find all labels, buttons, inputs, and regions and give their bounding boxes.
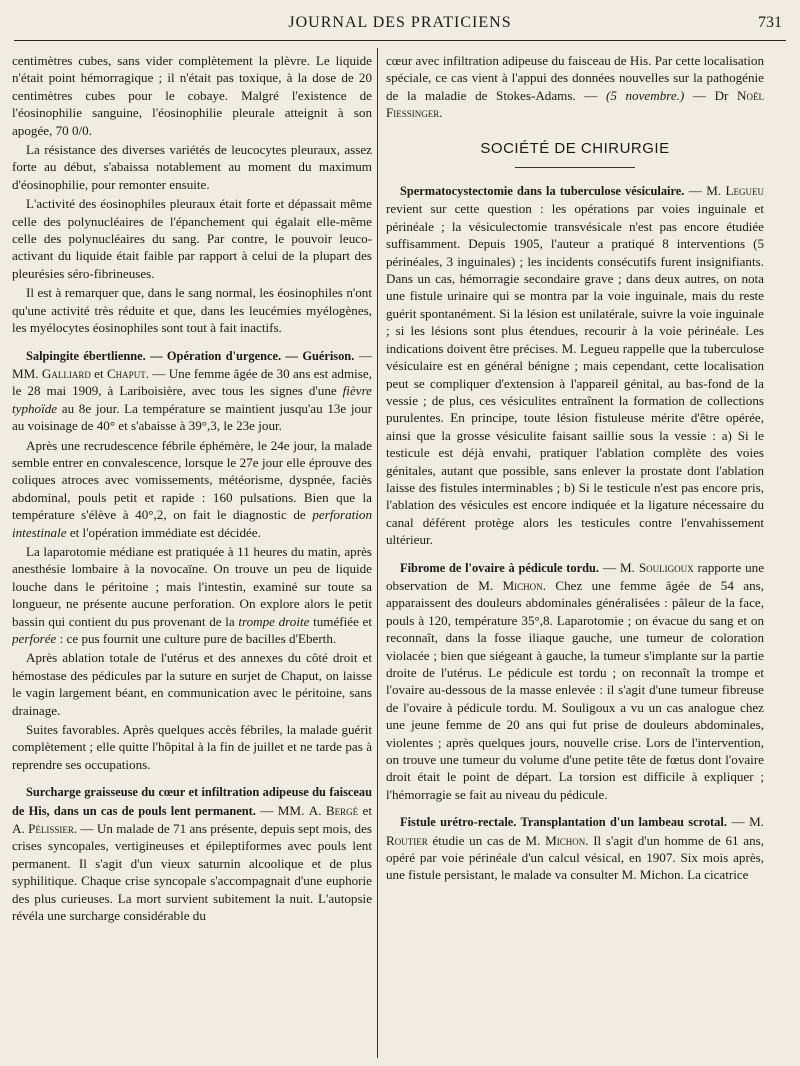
author-name: Michon <box>502 577 543 593</box>
author-name: Souligoux <box>638 559 694 575</box>
paragraph: Suites favorables. Après quelques accès fébriles, la malade guérit complètement ; elle quitte l'hôpital à la fin de juillet et ne tarde pas à reprendre ses occupations. <box>12 722 372 772</box>
article-title: Fibrome de l'ovaire à pédicule tordu. <box>400 560 600 575</box>
article-surcharge: Surcharge graisseuse du cœur et infiltration adipeuse du faisceau de His, dans un cas de pouls lent permanent. — MM. A. Bergé et A. Pélissier. — Un malade de 71 ans présente, depuis sept mois, des crises syncopales, vertigineuses et épileptiformes avec pouls lent permanent. Il s'agit d'un vieux saturnin alcoolique et de plus syphilitique. Chaque crise syncopale s'accompagnait d'une euphorie des plus curieuses. La mort survient subitement la nuit. L'autopsie révéla une surcharge considérable du <box>12 785 372 924</box>
page-header <box>14 10 786 41</box>
paragraph: Après ablation totale de l'utérus et des annexes du côté droit et hémostase des pédicules par la suture en surjet de Chaput, on laisse le vagin largement béant, en communication avec le péritoine, sans drainage. <box>12 650 372 718</box>
paragraph: Après une recrudescence fébrile éphémère, le 24e jour, la malade semble entrer en convalescence, lorsque le 27e jour elle éprouve des coliques atroces avec vomissements, météorisme, dyspnée, faciès abdominal, pouls petit et rapide : 160 pulsations. Bien que la température s'élève à 40°,2, on fait le diagnostic de perforation intestinale et l'opération immédiate est décidée. <box>12 437 372 540</box>
author-name: A. Pélissier <box>12 821 74 837</box>
paragraph: L'activité des éosinophiles pleuraux était forte et dépassait même celle des polynucléaires de l'épanchement qui égalait elle-même celle des polynucléaires du sang. Par contre, le pouvoir leuco-activant du liquide était faible par rapport à celui de la plupart des pleurésies séro-fibrineuses. <box>12 196 372 281</box>
emphasis: perforation intestinale <box>12 507 372 540</box>
author-name: Chaput <box>106 365 146 381</box>
author-name: Noël Fiessinger <box>386 87 764 121</box>
author-name: Routier <box>386 832 428 848</box>
paragraph: cœur avec infiltration adipeuse du faisceau de His. Par cette localisation spéciale, ce cas vient à l'appui des données nouvelles sur la pathogénie de la maladie de Stokes-Adams. — (5 novembre.) — Dr Noël Fiessinger. <box>386 53 764 121</box>
paragraph: La laparotomie médiane est pratiquée à 11 heures du matin, après anesthésie lombaire à la novocaïne. On trouve un peu de liquide louche dans le péritoine ; mais l'intestin, examiné sur toute sa longueur, ne présente aucune perforation. On explore alors le petit bassin qui contient du pus provenant de la trompe droite tuméfiée et perforée : ce pus fournit une culture pure de bacilles d'Eberth. <box>12 543 372 646</box>
page-number: 731 <box>758 14 782 31</box>
article-fibrome: Fibrome de l'ovaire à pédicule tordu. — M. Souligoux rapporte une observation de M. Michon. Chez une femme âgée de 54 ans, apparaissent des douleurs abdominales généralisées : pâleur de la face, pouls à 120, température 35°,8. Laparotomie ; on évacue du sang et on reconnaît, dans la fosse iliaque gauche, une tumeur de coloration violacée ; bien que siégeant à gauche, la tumeur s'implante sur la partie droite de l'utérus. Le pédicule est tordu ; on reconnaît la trompe et l'ovaire au-dessous de la masse enlevée : il s'agit d'une tumeur fibreuse de l'ovaire à pédicule tordu. M. Souligoux a vu un cas analogue chez une jeune femme de 20 ans qui fut prise de douleurs abdominales, violentes ; après quelques jours, nouvelle crise. Lors de l'intervention, on trouve une tumeur du volume d'une petite tête de fœtus dont l'ovaire droit était le point de départ. La torsion est difficile à expliquer ; l'hémorragie se fait au niveau du pédicule. <box>386 559 764 802</box>
left-column <box>12 52 372 1058</box>
article-title: Fistule urétro-rectale. Transplantation d'un lambeau scrotal. <box>400 815 727 830</box>
article-fistule: Fistule urétro-rectale. Transplantation d'un lambeau scrotal. — M. Routier étudie un cas de M. Michon. Il s'agit d'un homme de 61 ans, opéré par voie périnéale d'un calcul vésical, en 1907. Six mois après, une fistule persistant, le malade va consulter M. Michon. La cicatrice <box>386 814 764 883</box>
emphasis: trompe droite <box>238 613 310 629</box>
column-divider <box>377 48 378 1058</box>
date: (5 novembre.) <box>606 87 685 103</box>
emphasis: fièvre typhoïde <box>12 383 372 416</box>
right-column <box>386 52 764 1058</box>
article-spermatocystectomie: Spermatocystectomie dans la tuberculose vésiculaire. — M. Legueu revient sur cette question : les opérations par voies inguinale et périnéale ; la vésiculectomie transvésicale n'est pas encore étudiée suffisamment. Depuis 1905, l'auteur a pratiqué 8 interventions (5 périnéales, 3 inguinales) ; les incidents consécutifs furent insignifiants. Dans un cas, hémorragie secondaire grave ; dans deux autres, on nota une fistule urinaire qui se montra par la voie inguinale, mais du reste guérit spontanément. Si la lésion est unilatérale, suivre la voie inguinale ; si les lésions sont plus étendues, recourir à la voie périnéale. Les indications doivent être précises. M. Legueu rappelle que la tuberculose vésiculaire est en général bénigne ; mais cependant, cette localisation peut se compliquer d'extension à l'appareil génital, au bas-fond de la vessie ; de plus, ces vésiculites entraînent la formation de collections purulentes. En principe, toute lésion fistuleuse mérite d'être opérée, ainsi que la grosse vésiculite faisant saillie sous la vessie : a) Si le testicule est déjà envahi, pratiquer l'ablation complète des voies génitales, autant que possible, sans enlever la prostate dont l'ablation laisse des fistules interminables ; b) Si le testicule n'est pas encore pris, l'ablation des vésicules est encore indiquée et la ligature nécessaire du canal déférent protège alors les testicules contre l'envahissement ultérieur. <box>386 183 764 548</box>
article-title: Surcharge graisseuse du cœur et infiltration adipeuse du faisceau de His, dans un cas de pouls lent permanent. <box>12 785 372 818</box>
section-rule <box>515 167 635 168</box>
article-salpingite: Salpingite ébertlienne. — Opération d'urgence. — Guérison. — MM. Galliard et Chaput. — Une femme âgée de 30 ans est admise, le 28 mai 1909, à Lariboisière, avec tous les signes d'une fièvre typhoïde au 8e jour. La température se maintient jusqu'au 13e jour au voisinage de 40° et s'abaisse à 39°,3, le 23e jour. <box>12 347 372 434</box>
author-name: Galliard <box>41 365 91 381</box>
article-title: Salpingite ébertlienne. — Opération d'urgence. — Guérison. <box>26 348 355 363</box>
paragraph: centimètres cubes, sans vider complètement la plèvre. Le liquide n'était point hémorragique ; il n'était pas toxique, à la dose de 20 centimètres cubes pour le cobaye. Malgré l'existence de l'éosinophilie sanguine, l'éosinophilie pleurale atteignit à son apogée, 70 0/0. <box>12 53 372 138</box>
author-name: A. Bergé <box>308 802 359 818</box>
author-name: Legueu <box>725 183 764 199</box>
paragraph: La résistance des diverses variétés de leucocytes pleuraux, assez forte au début, s'abaissa notablement au moment du maximum d'éosinophilie, pour remonter ensuite. <box>12 142 372 192</box>
author-name: Michon <box>545 832 586 848</box>
running-title: JOURNAL DES PRATICIENS <box>288 14 512 31</box>
section-title: SOCIÉTÉ DE CHIRURGIE <box>480 139 670 157</box>
article-title: Spermatocystectomie dans la tuberculose vésiculaire. <box>400 184 685 199</box>
emphasis: perforée <box>12 631 57 646</box>
paragraph: Il est à remarquer que, dans le sang normal, les éosinophiles n'ont qu'une activité très réduite et que, dans les leucémies myélogènes, les myélocytes éosinophiles sont tout à fait inactifs. <box>12 285 372 336</box>
